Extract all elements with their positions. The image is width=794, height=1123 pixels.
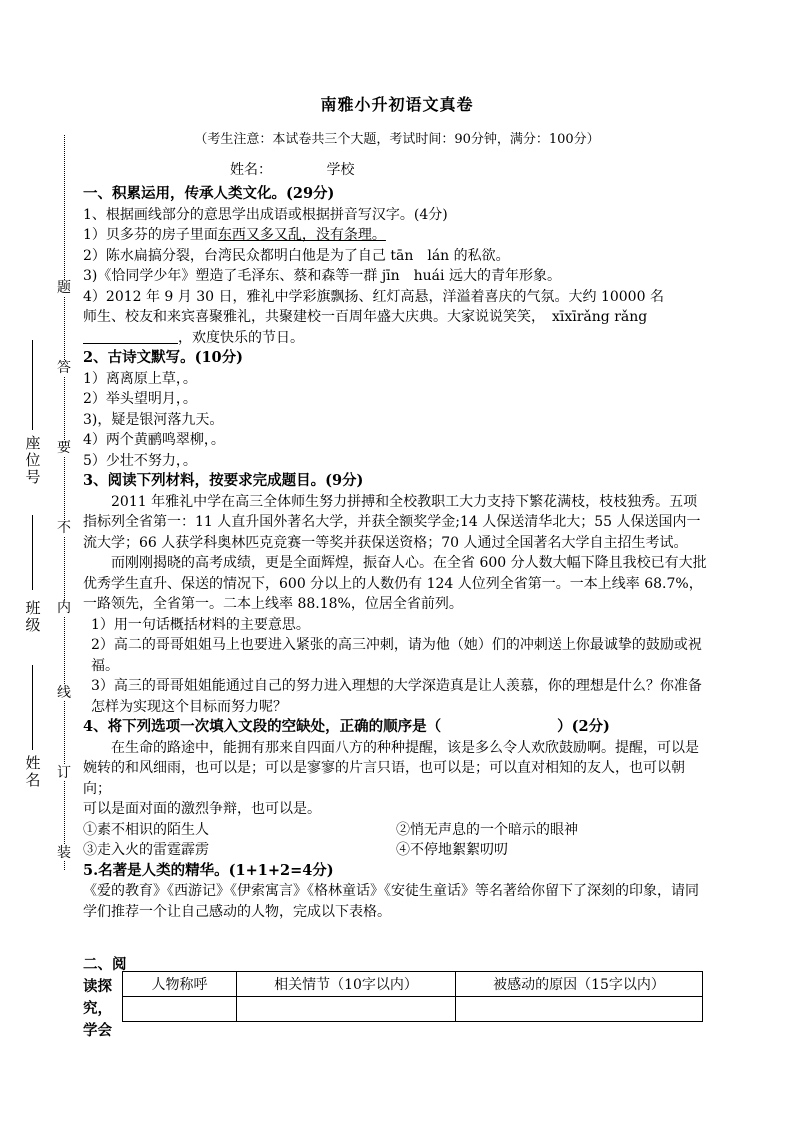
underlined-phrase: 东西又多又乱，没有条理。 [217, 227, 386, 243]
exam-notice: （考生注意：本试卷共三个大题，考试时间：90分钟，满分：100分） [194, 132, 600, 147]
poem-item-1: 1）离离原上草，。 [83, 370, 197, 387]
seal-char-1: 题 [57, 280, 71, 296]
name-line [32, 665, 33, 750]
q1-item-4c: ，欢度快乐的节日。 [83, 328, 711, 349]
table-header-cell: 被感动的原因（15字以内） [456, 972, 703, 997]
answer-blank[interactable] [83, 329, 178, 344]
table-header-cell: 人物称呼 [123, 972, 237, 997]
material-para-1: 2011 年雅礼中学在高三全体师生努力拼搏和全校教职工大力支持下繁花满枝，枝枝独秀。五项指标列全省第一：11 人直升国外著名大学，并获全额奖学金;14 人保送清华北大；55 人保送国内一流大学；66 人获学科奥林匹克竞赛一等奖并获保送资格；70 人通过全国著名大学自主招生考试。 [83, 493, 701, 551]
school-field-label: 学校 [326, 162, 355, 178]
exam-content [83, 184, 711, 922]
exam-title: 南雅小升初语文真卷 [320, 95, 474, 114]
seat-number-line [32, 340, 33, 430]
seal-char-8: 装 [57, 845, 71, 861]
seat-number-label: 座位号 [25, 434, 41, 486]
section2-heading: 2、古诗文默写。(10分) [83, 349, 243, 366]
table-header-row [123, 972, 703, 997]
name-label: 姓名 [25, 754, 41, 789]
material-question-3: 3）高三的哥哥姐姐能通过自己的努力进入理想的大学深造真是让人羡慕，你的理想是什么？你准备怎样为实现这个目标而努力呢？ [91, 678, 702, 715]
section3-heading: 3、阅读下列材料，按要求完成题目。(9分) [83, 472, 364, 489]
option-1: ①素不相识的陌生人 [83, 821, 209, 838]
q1-item-4b: 师生、校友和来宾喜聚雅礼，共聚建校一百周年盛大庆典。大家说说笑笑， xīxīrǎng rǎng [83, 309, 648, 325]
seal-char-3: 要 [57, 440, 71, 456]
section5-passage: 《爱的教育》《西游记》《伊索寓言》《格林童话》《安徒生童话》等名著给你留下了深刻的印象，请同学们推荐一个让自己感动的人物，完成以下表格。 [83, 883, 699, 920]
option-2: ②悄无声息的一个暗示的眼神 [396, 821, 578, 838]
material-para-2: 而刚刚揭晓的高考成绩，更是全面辉煌，振奋人心。在全省 600 分人数大幅下降且我校已有大批优秀学生直升、保送的情况下，600 分以上的人数仍有 124 人位列全省第一。一本上线率 68.7%，一路领先，全省第一。二本上线率 88.18%，位居全省前列。 [83, 555, 707, 612]
character-table [122, 971, 703, 1022]
q1-item-2: 2）陈水扁搞分裂，台湾民众都明白他是为了自己 tān lán 的私欲。 [83, 247, 510, 264]
table-row [123, 997, 703, 1022]
section-two-heading: 二、阅 读探 究， 学会 [83, 956, 127, 1039]
seal-char-7: 订 [57, 765, 71, 781]
section1-heading: 一、积累运用，传承人类文化。(29分) [83, 185, 335, 202]
seal-char-4: 不 [57, 520, 71, 536]
table-header-cell: 相关情节（10字以内） [237, 972, 456, 997]
q1-item-4a: 4）2012 年 9 月 30 日，雅礼中学彩旗飘扬、红灯高悬，洋溢着喜庆的气氛。大约 10000 名 [83, 288, 664, 305]
class-label: 班级 [25, 599, 41, 634]
class-line [32, 515, 33, 590]
q1-item-1: 1）贝多芬的房子里面东西又多又乱，没有条理。 [83, 227, 386, 243]
option-3: ③走入火的雷霆霹雳 [83, 842, 209, 858]
name-field-label: 姓名： [230, 162, 272, 178]
seal-char-2: 答 [57, 360, 71, 376]
poem-item-2: 2）举头望明月，。 [83, 391, 197, 407]
binding-dotted-line [64, 135, 65, 870]
option-4: ④不停地絮絮叨叨 [396, 842, 508, 858]
seal-char-6: 线 [57, 685, 71, 701]
section4-passage: 在生命的路途中，能拥有那来自四面八方的种种提醒，该是多么令人欢欣鼓励啊。提醒，可以是婉转的和风细雨，也可以是；可以是寥寥的片言只语，也可以是；可以直对相知的友人，也可以朝向； [83, 739, 699, 797]
table-cell[interactable] [237, 997, 456, 1022]
options-row-2 [83, 840, 711, 861]
options-row-1 [83, 820, 711, 841]
section4-heading: 4、将下列选项一次填入文段的空缺处，正确的顺序是（ ）(2分) [83, 718, 610, 735]
section4-passage-end: 可以是面对面的激烈争辩，也可以是。 [83, 801, 321, 817]
table-cell[interactable] [123, 997, 237, 1022]
section5-heading: 5.名著是人类的精华。(1+1+2=4分) [83, 861, 334, 879]
material-question-2: 2）高二的哥哥姐姐马上也要进入紧张的高三冲刺，请为他（她）们的冲刺送上你最诚挚的鼓励或祝福。 [91, 637, 702, 674]
material-question-1: 1）用一句话概括材料的主要意思。 [91, 616, 310, 633]
student-info-row [230, 159, 404, 179]
seal-char-5: 内 [57, 600, 71, 616]
poem-item-5: 5）少壮不努力，。 [83, 452, 197, 469]
poem-item-4: 4）两个黄鹂鸣翠柳，。 [83, 432, 225, 448]
q1-instruction: 1、根据画线部分的意思学出成语或根据拼音写汉字。(4分) [83, 206, 448, 223]
poem-item-3: 3)，疑是银河落九天。 [83, 411, 224, 428]
q1-item-3: 3)《恰同学少年》塑造了毛泽东、蔡和森等一群 jīn huái 远大的青年形象。 [83, 268, 561, 284]
table-cell[interactable] [456, 997, 703, 1022]
